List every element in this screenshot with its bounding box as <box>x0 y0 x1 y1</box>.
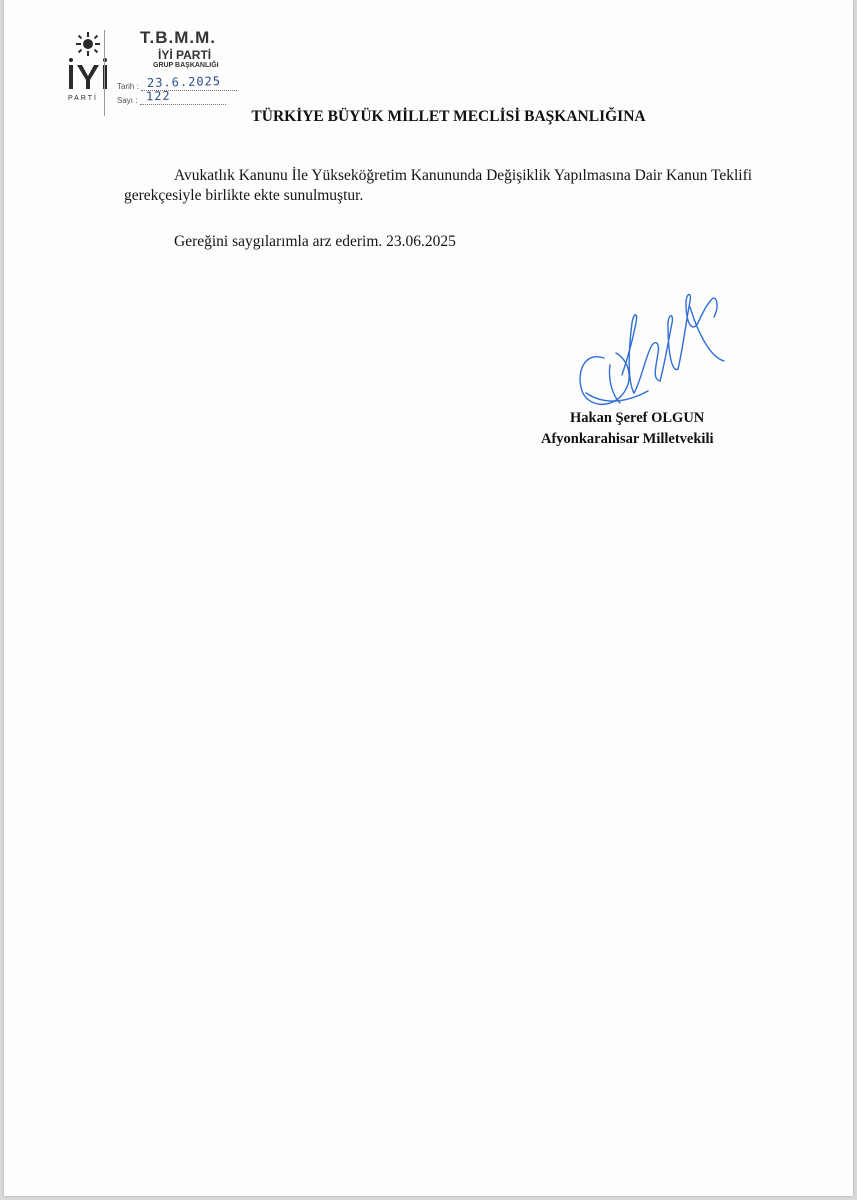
stamp-institution: T.B.M.M. <box>140 28 216 47</box>
page-title: TÜRKİYE BÜYÜK MİLLET MECLİSİ BAŞKANLIĞINA <box>251 108 646 125</box>
signatory-title: Afyonkarahisar Milletvekili <box>541 431 714 447</box>
party-logo <box>66 30 114 102</box>
stamp-date-value: 23.6.2025 <box>146 74 222 90</box>
stamp-date-label: Tarih : <box>117 82 139 91</box>
stamp-party: İYİ PARTİ <box>158 48 212 62</box>
closing-line: Gereğini saygılarımla arz ederim. 23.06.2025 <box>174 233 456 250</box>
logo-caption: PARTİ <box>68 95 98 102</box>
stamp-number-value: 122 <box>145 88 171 104</box>
header-divider <box>104 30 105 116</box>
stamp-group: GRUP BAŞKANLIĞI <box>153 62 219 69</box>
signatory-name: Hakan Şeref OLGUN <box>570 410 705 426</box>
stamp-number-line <box>140 88 226 105</box>
document-page <box>4 0 853 1196</box>
stamp-number-row <box>117 88 226 105</box>
body-paragraph: Avukatlık Kanunu İle Yükseköğretim Kanununda Değişiklik Yapılmasına Dair Kanun Teklifi gerekçesiyle birlikte ekte sunulmuştur. <box>124 167 753 204</box>
stamp-number-label: Sayı : <box>117 96 138 105</box>
stamp-date-row <box>117 74 237 91</box>
sun-icon <box>76 32 100 56</box>
